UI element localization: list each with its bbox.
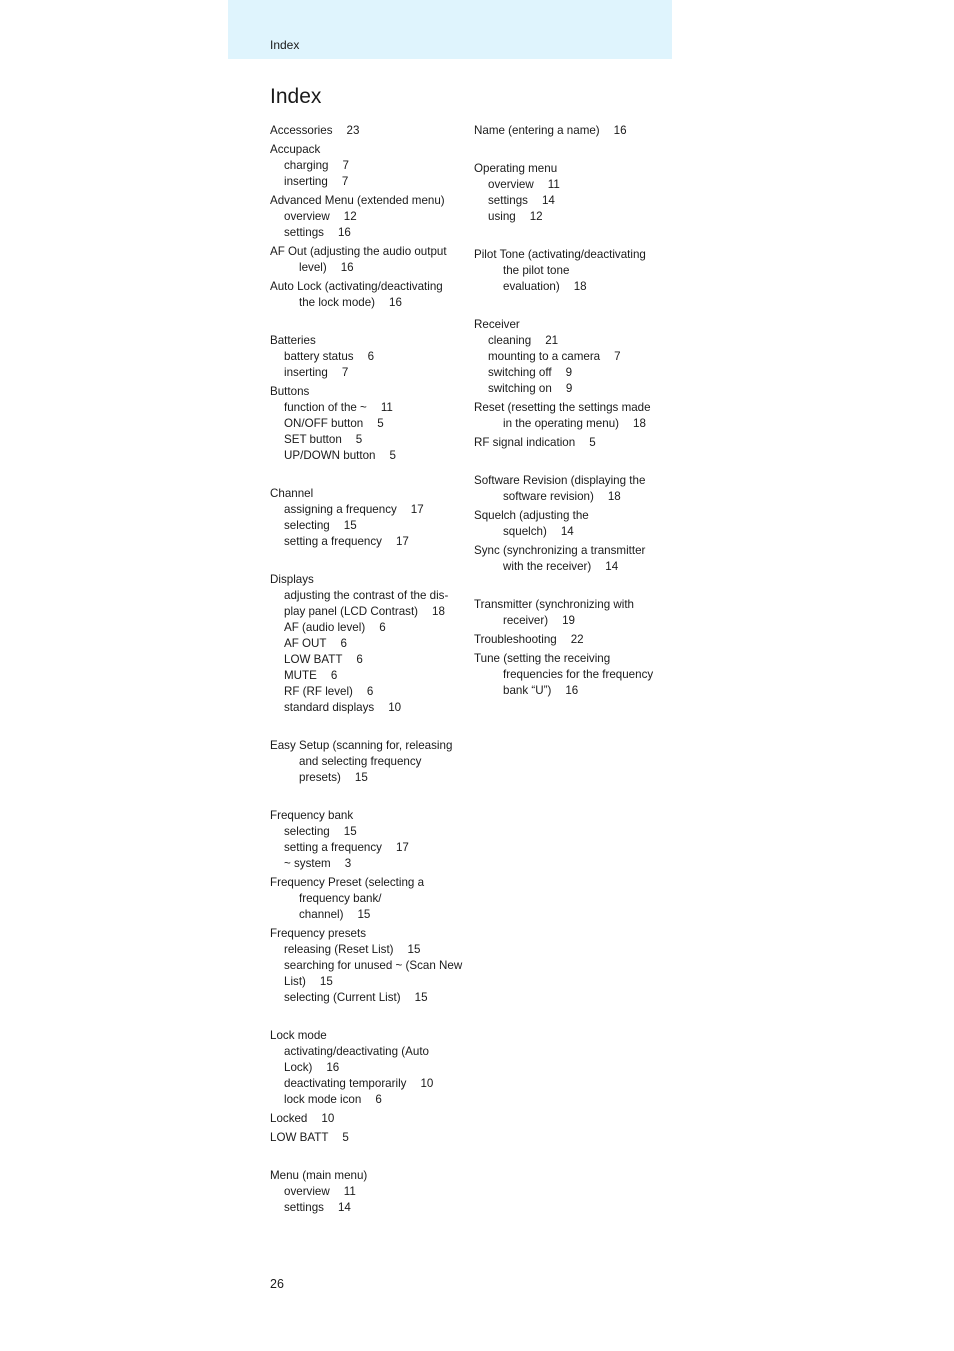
- index-term: Displays: [270, 573, 314, 586]
- index-sub-entry: [270, 209, 466, 225]
- index-page-ref[interactable]: 21: [545, 334, 559, 347]
- index-subterm: function of the ~: [284, 401, 367, 414]
- index-main-entry: [474, 435, 672, 451]
- index-entry: [474, 400, 672, 432]
- index-main-entry: [270, 808, 466, 824]
- index-page-ref[interactable]: 16: [613, 124, 627, 137]
- index-entry: [474, 317, 672, 397]
- entry-group-gap: [270, 464, 466, 483]
- index-entry: [474, 161, 672, 225]
- index-entry: [270, 384, 466, 464]
- index-main-entry: [270, 926, 466, 942]
- index-page-ref[interactable]: 6: [375, 1093, 382, 1106]
- index-term: Pilot Tone (activating/deactivating the pilot tone evaluation): [474, 248, 646, 293]
- index-sub-entry: [270, 1200, 466, 1216]
- index-sub-entry: [270, 1044, 466, 1076]
- index-entry: [270, 193, 466, 241]
- index-sub-entry: [270, 448, 466, 464]
- index-page-ref[interactable]: 18: [633, 417, 646, 430]
- index-page-ref[interactable]: 15: [407, 943, 421, 956]
- entry-group-gap: [270, 1006, 466, 1025]
- index-sub-entry: [270, 824, 466, 840]
- index-subterm: selecting (Current List): [284, 991, 401, 1004]
- index-subterm: LOW BATT: [284, 653, 343, 666]
- index-entry: [474, 247, 672, 295]
- index-term: Menu (main menu): [270, 1169, 368, 1182]
- entry-group-gap: [270, 786, 466, 805]
- index-term: Accupack: [270, 143, 321, 156]
- index-main-entry: [474, 508, 672, 540]
- index-main-entry: [270, 384, 466, 400]
- index-term: Channel: [270, 487, 314, 500]
- index-term: Name (entering a name): [474, 124, 600, 137]
- index-subterm: battery status: [284, 350, 354, 363]
- index-sub-entry: [270, 158, 466, 174]
- index-term: Easy Setup (scanning for, releasing and selecting frequency presets): [270, 739, 453, 784]
- index-term: Frequency Preset (selecting a frequency bank/ channel): [270, 876, 425, 921]
- index-sub-entry: [270, 1092, 466, 1108]
- index-sub-entry: [270, 432, 466, 448]
- index-page-ref[interactable]: 10: [321, 1112, 335, 1125]
- index-page-ref[interactable]: 16: [337, 226, 351, 239]
- index-sub-entry: [270, 636, 466, 652]
- index-sub-entry: [270, 840, 466, 856]
- index-page-ref[interactable]: 14: [560, 525, 574, 538]
- index-main-entry: [474, 317, 672, 333]
- index-term: Receiver: [474, 318, 520, 331]
- index-page-ref[interactable]: 16: [565, 684, 579, 697]
- index-main-entry: [474, 247, 672, 295]
- index-column-right: [474, 123, 672, 699]
- index-main-entry: [474, 123, 672, 139]
- index-entry: [270, 572, 466, 716]
- index-entry: [474, 597, 672, 629]
- index-main-entry: [270, 875, 466, 923]
- index-subterm: switching on: [488, 382, 552, 395]
- index-sub-entry: [270, 502, 466, 518]
- index-subterm: settings: [284, 226, 324, 239]
- index-entry: [474, 651, 672, 699]
- index-sub-entry: [474, 177, 672, 193]
- index-entry: [474, 632, 672, 648]
- index-sub-entry: [270, 1184, 466, 1200]
- index-main-entry: [474, 651, 672, 699]
- index-sub-entry: [270, 416, 466, 432]
- index-entry: [270, 1130, 466, 1146]
- index-term: AF Out (adjusting the audio output level): [270, 245, 447, 274]
- index-main-entry: [474, 473, 672, 505]
- index-subterm: cleaning: [488, 334, 532, 347]
- index-main-entry: [270, 193, 466, 209]
- index-subterm: deactivating temporarily: [284, 1077, 407, 1090]
- index-main-entry: [270, 1130, 466, 1146]
- index-page-ref[interactable]: 19: [562, 614, 576, 627]
- page-number: 26: [270, 1277, 284, 1291]
- index-sub-entry: [474, 333, 672, 349]
- index-entry: [270, 486, 466, 550]
- index-subterm: overview: [284, 210, 330, 223]
- index-page-ref[interactable]: 18: [573, 280, 587, 293]
- index-main-entry: [270, 333, 466, 349]
- index-subterm: mounting to a camera: [488, 350, 601, 363]
- index-sub-entry: [270, 365, 466, 381]
- entry-group-gap: [474, 575, 672, 594]
- index-main-entry: [474, 161, 672, 177]
- index-main-entry: [270, 142, 466, 158]
- index-page-ref[interactable]: 14: [605, 560, 619, 573]
- index-entry: [270, 808, 466, 872]
- index-page-ref[interactable]: 15: [319, 975, 333, 988]
- index-main-entry: [270, 1168, 466, 1184]
- index-main-entry: [270, 1111, 466, 1127]
- entry-group-gap: [474, 451, 672, 470]
- index-page-ref[interactable]: 10: [420, 1077, 434, 1090]
- index-sub-entry: [474, 209, 672, 225]
- index-page-ref[interactable]: 15: [357, 908, 371, 921]
- index-sub-entry: [270, 652, 466, 668]
- index-entry: [270, 333, 466, 381]
- index-sub-entry: [474, 381, 672, 397]
- index-page-ref[interactable]: 7: [342, 159, 349, 172]
- index-subterm: releasing (Reset List): [284, 943, 394, 956]
- index-entry: [270, 738, 466, 786]
- header-section-label: Index: [270, 38, 300, 52]
- index-sub-entry: [474, 193, 672, 209]
- index-sub-entry: [270, 990, 466, 1006]
- index-page-ref[interactable]: 18: [432, 605, 445, 618]
- index-term: Auto Lock (activating/deactivating the lock mode): [270, 280, 443, 309]
- index-term: RF signal indication: [474, 436, 576, 449]
- index-subterm: AF OUT: [284, 637, 327, 650]
- index-page-ref[interactable]: 6: [356, 653, 363, 666]
- index-page-ref[interactable]: 5: [389, 449, 396, 462]
- index-subterm: selecting: [284, 825, 330, 838]
- index-entry: [270, 279, 466, 311]
- index-page-ref[interactable]: 6: [340, 637, 347, 650]
- index-main-entry: [270, 123, 466, 139]
- index-sub-entry: [270, 958, 466, 990]
- index-page-ref[interactable]: 16: [340, 261, 354, 274]
- index-sub-entry: [270, 684, 466, 700]
- index-term: Squelch (adjusting the squelch): [474, 509, 589, 538]
- index-entry: [270, 926, 466, 1006]
- index-main-entry: [474, 400, 672, 432]
- index-main-entry: [270, 244, 466, 276]
- index-term: Buttons: [270, 385, 310, 398]
- entry-group-gap: [270, 311, 466, 330]
- index-subterm: ~ system: [284, 857, 331, 870]
- index-subterm: switching off: [488, 366, 552, 379]
- index-term: Frequency bank: [270, 809, 354, 822]
- index-page-ref[interactable]: 7: [341, 175, 349, 188]
- index-subterm: assigning a frequency: [284, 503, 397, 516]
- index-main-entry: [474, 597, 672, 629]
- index-page-ref[interactable]: 16: [326, 1061, 340, 1074]
- index-term: Tune (setting the receiving frequencies for the frequency bank “U”): [474, 652, 654, 697]
- index-page-ref[interactable]: 10: [388, 701, 402, 714]
- index-page-ref[interactable]: 15: [354, 771, 368, 784]
- index-entry: [474, 543, 672, 575]
- index-subterm: adjusting the contrast of the dis- play panel (LCD Contrast): [284, 589, 449, 618]
- index-sub-entry: [270, 518, 466, 534]
- index-sub-entry: [270, 588, 466, 620]
- index-term: Operating menu: [474, 162, 558, 175]
- index-entry: [474, 123, 672, 139]
- index-page-ref[interactable]: 5: [355, 433, 363, 446]
- index-page-ref[interactable]: 15: [343, 519, 357, 532]
- entry-group-gap: [270, 716, 466, 735]
- index-page-ref[interactable]: 11: [380, 401, 393, 414]
- index-page-ref[interactable]: 11: [343, 1185, 356, 1198]
- index-term: Accessories: [270, 124, 333, 137]
- index-term: Lock mode: [270, 1029, 327, 1042]
- index-page-ref[interactable]: 6: [379, 621, 386, 634]
- index-sub-entry: [270, 856, 466, 872]
- index-subterm: activating/deactivating (Auto Lock): [284, 1045, 430, 1074]
- index-entry: [474, 473, 672, 505]
- index-subterm: AF (audio level): [284, 621, 366, 634]
- index-entry: [270, 244, 466, 276]
- index-page-ref[interactable]: 7: [614, 350, 621, 363]
- index-subterm: inserting: [284, 366, 328, 379]
- index-term: Troubleshooting: [474, 633, 557, 646]
- index-column-left: [270, 123, 466, 1216]
- index-subterm: inserting: [284, 175, 328, 188]
- entry-group-gap: [270, 550, 466, 569]
- index-page-ref[interactable]: 23: [346, 124, 360, 137]
- index-subterm: overview: [284, 1185, 330, 1198]
- index-subterm: settings: [284, 1201, 324, 1214]
- index-term: Sync (synchronizing a transmitter with the receiver): [474, 544, 646, 573]
- index-page-ref[interactable]: 17: [395, 535, 409, 548]
- entry-group-gap: [474, 139, 672, 158]
- index-page-ref[interactable]: 22: [570, 633, 584, 646]
- index-page-ref[interactable]: 5: [377, 417, 384, 430]
- index-term: Reset (resetting the settings made in the operating menu): [474, 401, 651, 430]
- index-subterm: setting a frequency: [284, 535, 382, 548]
- index-page-ref[interactable]: 7: [341, 366, 349, 379]
- entry-group-gap: [474, 295, 672, 314]
- index-sub-entry: [270, 620, 466, 636]
- entry-group-gap: [474, 225, 672, 244]
- index-subterm: RF (RF level): [284, 685, 353, 698]
- index-sub-entry: [474, 349, 672, 365]
- index-page-ref[interactable]: 9: [565, 382, 573, 395]
- index-subterm: settings: [488, 194, 528, 207]
- index-page-ref[interactable]: 5: [589, 436, 596, 449]
- index-main-entry: [270, 572, 466, 588]
- index-main-entry: [270, 738, 466, 786]
- index-subterm: UP/DOWN button: [284, 449, 376, 462]
- index-subterm: lock mode icon: [284, 1093, 362, 1106]
- index-page-ref[interactable]: 5: [342, 1131, 349, 1144]
- index-entry: [270, 142, 466, 190]
- index-term: Advanced Menu (extended menu): [270, 194, 445, 207]
- index-main-entry: [270, 486, 466, 502]
- index-page-ref[interactable]: 9: [565, 366, 573, 379]
- index-term: LOW BATT: [270, 1131, 329, 1144]
- index-subterm: charging: [284, 159, 329, 172]
- index-page-ref[interactable]: 16: [389, 296, 402, 309]
- index-main-entry: [270, 1028, 466, 1044]
- index-sub-entry: [270, 349, 466, 365]
- index-page-ref[interactable]: 6: [367, 350, 375, 363]
- index-page-ref[interactable]: 18: [607, 490, 621, 503]
- index-main-entry: [474, 543, 672, 575]
- index-sub-entry: [270, 1076, 466, 1092]
- index-term: Transmitter (synchronizing with receiver): [474, 598, 634, 627]
- index-page-ref[interactable]: 3: [344, 857, 352, 870]
- index-page-ref[interactable]: 6: [330, 669, 338, 682]
- index-sub-entry: [270, 400, 466, 416]
- index-sub-entry: [474, 365, 672, 381]
- index-subterm: setting a frequency: [284, 841, 382, 854]
- index-page-ref[interactable]: 12: [529, 210, 543, 223]
- index-page-ref[interactable]: 15: [414, 991, 428, 1004]
- index-page-ref[interactable]: 6: [366, 685, 374, 698]
- index-subterm: using: [488, 210, 516, 223]
- index-term: Frequency presets: [270, 927, 367, 940]
- index-page-ref[interactable]: 11: [547, 178, 560, 191]
- page-title: Index: [270, 85, 322, 108]
- index-sub-entry: [270, 668, 466, 684]
- index-subterm: overview: [488, 178, 534, 191]
- index-term: Locked: [270, 1112, 308, 1125]
- index-term: Software Revision (displaying the software revision): [474, 474, 646, 503]
- index-entry: [270, 875, 466, 923]
- index-subterm: searching for unused ~ (Scan New List): [284, 959, 463, 988]
- index-entry: [474, 435, 672, 451]
- index-entry: [270, 1111, 466, 1127]
- index-page-ref[interactable]: 17: [410, 503, 424, 516]
- index-sub-entry: [270, 942, 466, 958]
- entry-group-gap: [270, 1146, 466, 1165]
- index-page-ref[interactable]: 14: [337, 1201, 351, 1214]
- index-sub-entry: [270, 700, 466, 716]
- index-main-entry: [270, 279, 466, 311]
- index-subterm: standard displays: [284, 701, 375, 714]
- index-entry: [270, 123, 466, 139]
- index-sub-entry: [270, 534, 466, 550]
- index-term: Batteries: [270, 334, 316, 347]
- index-page-ref[interactable]: 12: [343, 210, 357, 223]
- index-subterm: SET button: [284, 433, 342, 446]
- index-sub-entry: [270, 174, 466, 190]
- index-main-entry: [474, 632, 672, 648]
- index-subterm: selecting: [284, 519, 330, 532]
- index-page-ref[interactable]: 17: [395, 841, 409, 854]
- index-subterm: MUTE: [284, 669, 317, 682]
- index-entry: [270, 1028, 466, 1108]
- index-subterm: ON/OFF button: [284, 417, 364, 430]
- index-page-ref[interactable]: 14: [541, 194, 555, 207]
- index-entry: [270, 1168, 466, 1216]
- index-sub-entry: [270, 225, 466, 241]
- index-entry: [474, 508, 672, 540]
- index-page-ref[interactable]: 15: [343, 825, 357, 838]
